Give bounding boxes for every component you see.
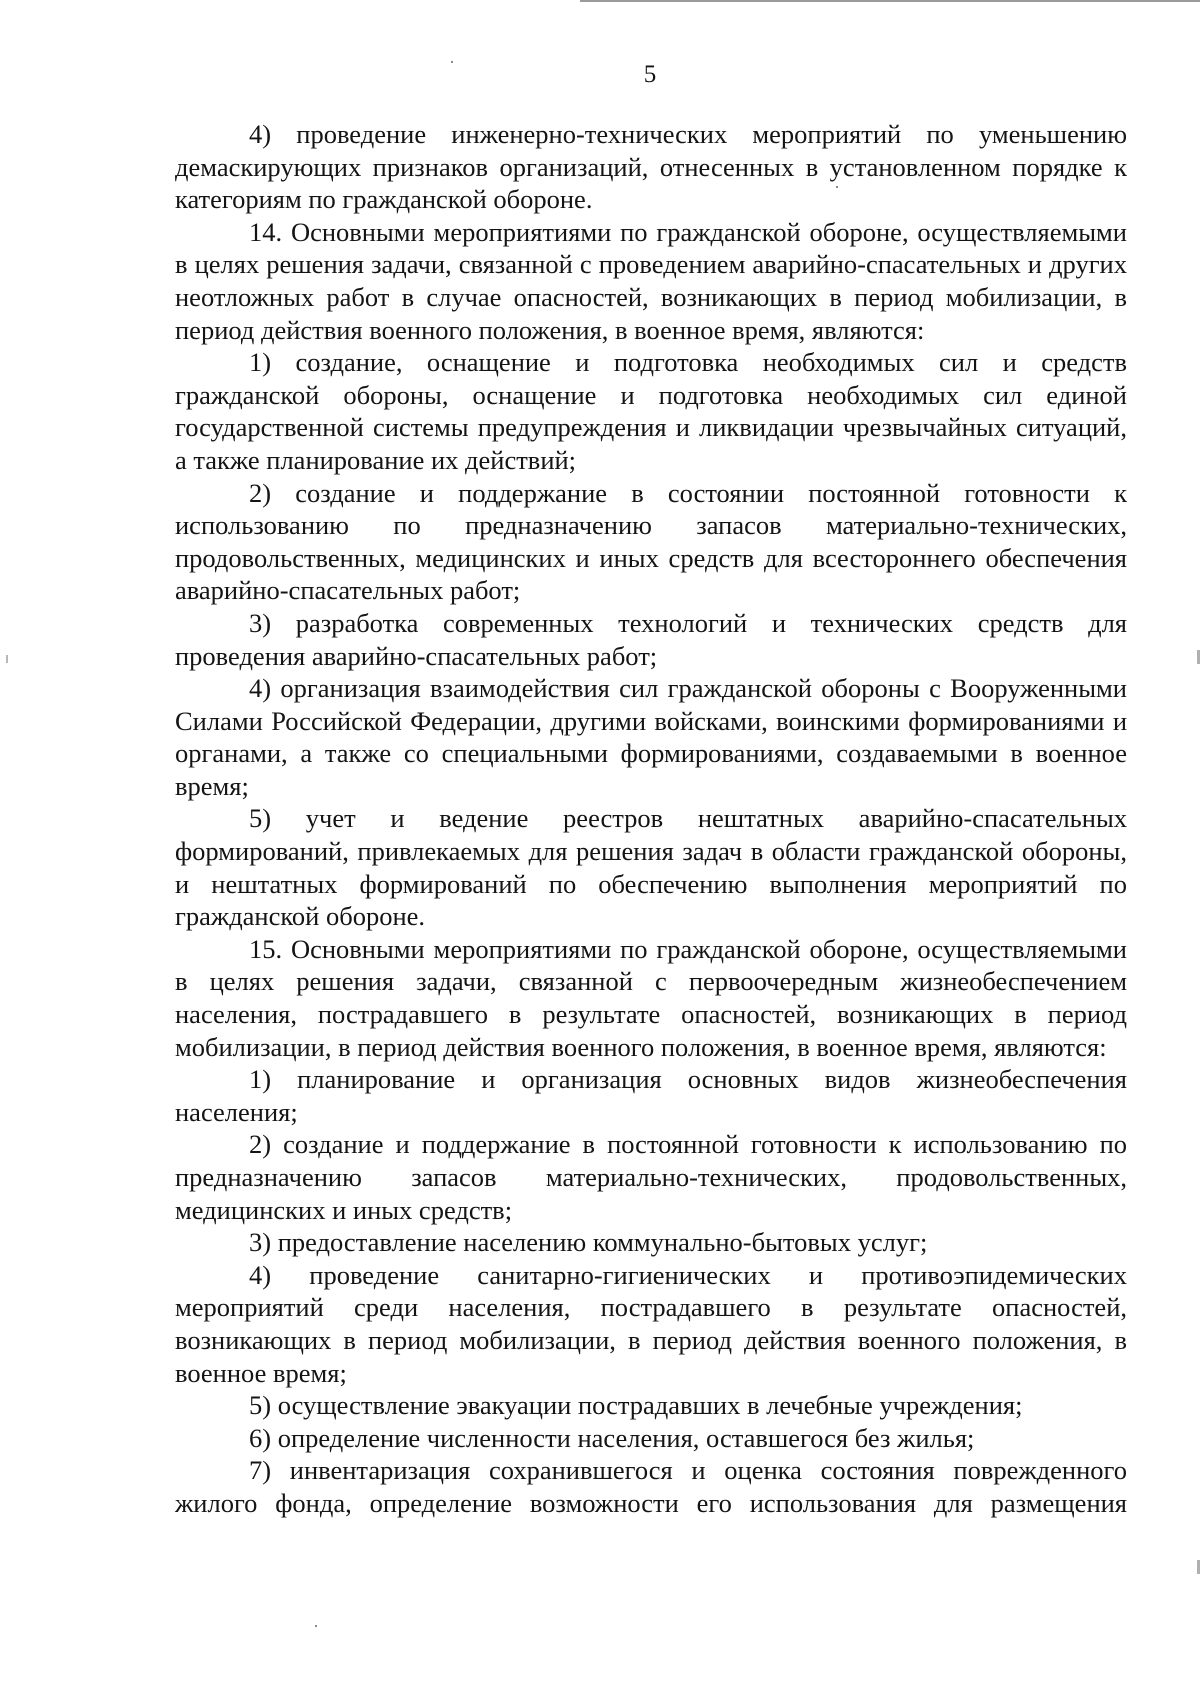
paragraph: 3) предоставление населению коммунально-бытовых услуг; — [249, 1227, 928, 1258]
paragraph: 14. Основными мероприятиями по гражданской обороне, осуществляемыми в целях решения задачи, связанной с проведением аварийно-спасательных и других неотложных работ в случае опасностей, возникающих в период мобилизации, в период действия военного положения, в военное время, являются: — [175, 216, 1127, 345]
scan-speck — [315, 1625, 317, 1627]
paragraph: 15. Основными мероприятиями по гражданской обороне, осуществляемыми в целях решения задачи, связанной с первоочередным жизнеобеспечением населения, пострадавшего в результате опасностей, возникающих в период мобилизации, в период действия военного положения, в военное время, являются: — [175, 933, 1127, 1062]
paragraph: 5) учет и ведение реестров нештатных аварийно-спасательных формирований, привлекаемых для решения задач в области гражданской обороны, и нештатных формирований по обеспечению выполнения мероприятий по гражданской обороне. — [175, 803, 1127, 932]
paragraph: 2) создание и поддержание в состоянии постоянной готовности к использованию по предназначению запасов материально-технических, продовольственных, медицинских и иных средств для всестороннего обеспечения аварийно-спасательных работ; — [175, 477, 1127, 606]
document-body — [175, 118, 1127, 1520]
scan-edge-line — [580, 0, 1200, 2]
paragraph: 6) определение численности населения, оставшегося без жилья; — [249, 1422, 975, 1453]
paragraph: 4) проведение санитарно-гигиенических и противоэпидемических мероприятий среди населения, пострадавшего в результате опасностей, возникающих в период мобилизации, в период действия военного положения, в военное время; — [175, 1259, 1127, 1388]
paragraph: 2) создание и поддержание в постоянной готовности к использованию по предназначению запасов материально-технических, продовольственных, медицинских и иных средств; — [175, 1129, 1127, 1225]
paragraph: 5) осуществление эвакуации пострадавших в лечебные учреждения; — [249, 1390, 1023, 1421]
paragraph: 4) проведение инженерно-технических мероприятий по уменьшению демаскирующих признаков организаций, отнесенных в установленном порядке к категориям по гражданской обороне. — [175, 119, 1127, 215]
paragraph: 7) инвентаризация сохранившегося и оценка состояния поврежденного жилого фонда, определение возможности его использования для размещения — [175, 1455, 1127, 1518]
scan-edge-mark — [6, 655, 8, 663]
paragraph: 3) разработка современных технологий и технических средств для проведения аварийно-спасательных работ; — [175, 607, 1127, 671]
paragraph: 1) планирование и организация основных видов жизнеобеспечения населения; — [175, 1064, 1127, 1127]
paragraph: 1) создание, оснащение и подготовка необходимых сил и средств гражданской обороны, оснащение и подготовка необходимых сил единой государственной системы предупреждения и ликвидации чрезвычайных ситуаций, а также планирование их действий; — [175, 347, 1127, 475]
page-number: 5 — [643, 61, 657, 88]
paragraph: 4) организация взаимодействия сил гражданской обороны с Вооруженными Силами Российской Федерации, другими войсками, воинскими формированиями и органами, а также со специальными формированиями, создаваемыми в военное время; — [175, 673, 1127, 801]
